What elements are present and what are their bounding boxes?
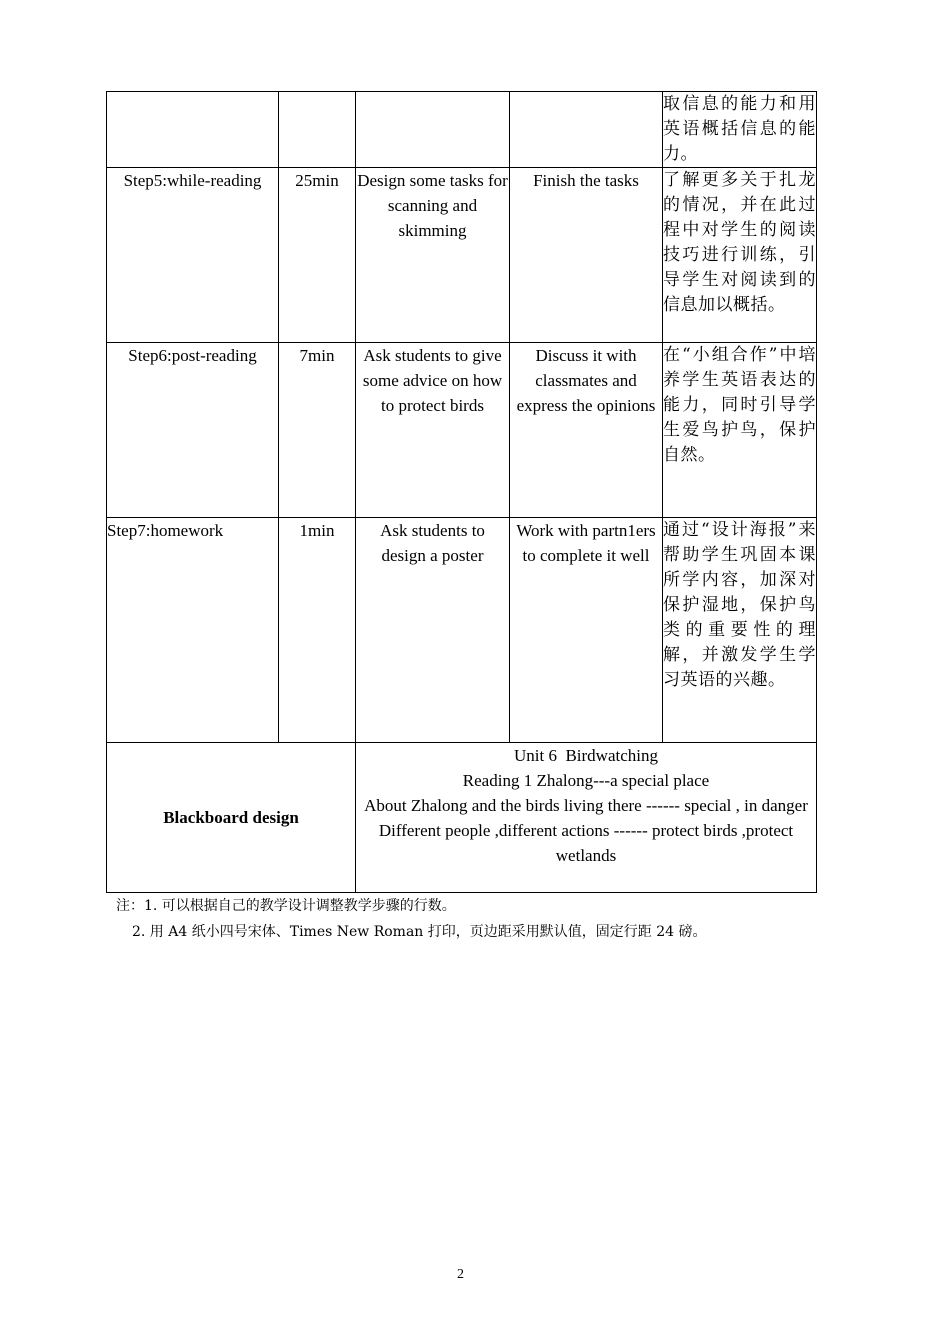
table-row (107, 92, 817, 168)
empty-cell (107, 92, 279, 168)
time-cell: 25min (279, 168, 356, 343)
note-1: 注：1. 可以根据自己的教学设计调整教学步骤的行数。 (116, 898, 456, 914)
table-row (107, 518, 817, 743)
blackboard-line: Different people ,different actions ------ protect birds ,protect wetlands (378, 821, 798, 865)
table-row (107, 343, 817, 518)
blackboard-line: Reading 1 Zhalong---a special place (462, 771, 710, 790)
blackboard-line: About Zhalong and the birds living there ------ special , in danger (364, 796, 808, 815)
table-row (107, 168, 817, 343)
purpose-cell: 取信息的能力和用英语概括信息的能力。 (663, 92, 817, 168)
teacher-activity-cell: Ask students to design a poster (356, 518, 510, 743)
time-cell: 1min (279, 518, 356, 743)
step-cell: Step5:while-reading (107, 168, 279, 343)
student-activity-cell: Work with partn1ers to complete it well (510, 518, 663, 743)
empty-cell (356, 92, 510, 168)
step-cell: Step6:post-reading (107, 343, 279, 518)
footnotes (116, 893, 706, 945)
purpose-cell: 通过“设计海报”来帮助学生巩固本课所学内容，加深对保护湿地，保护鸟类的重要性的理解，并激发学生学习英语的兴趣。 (663, 518, 817, 743)
purpose-cell: 在“小组合作”中培养学生英语表达的能力，同时引导学生爱鸟护鸟，保护自然。 (663, 343, 817, 518)
step-cell: Step7:homework (107, 518, 279, 743)
teacher-activity-cell: Design some tasks for scanning and skimming (356, 168, 510, 343)
empty-cell (510, 92, 663, 168)
note-2: 2. 用 A4 纸小四号宋体、Times New Roman 打印，页边距采用默认值，固定行距 24 磅。 (132, 924, 707, 940)
student-activity-cell: Finish the tasks (510, 168, 663, 343)
time-cell: 7min (279, 343, 356, 518)
page-number: 2 (457, 1267, 464, 1282)
purpose-cell: 了解更多关于扎龙的情况，并在此过程中对学生的阅读技巧进行训练，引导学生对阅读到的信息加以概括。 (663, 168, 817, 343)
blackboard-line: Unit 6 Birdwatching (513, 746, 658, 765)
empty-cell (279, 92, 356, 168)
table-row (107, 743, 817, 893)
blackboard-design-content (356, 743, 817, 893)
blackboard-design-label: Blackboard design (107, 743, 356, 893)
student-activity-cell: Discuss it with classmates and express the opinions (510, 343, 663, 518)
lesson-plan-table (106, 91, 817, 893)
teacher-activity-cell: Ask students to give some advice on how to protect birds (356, 343, 510, 518)
